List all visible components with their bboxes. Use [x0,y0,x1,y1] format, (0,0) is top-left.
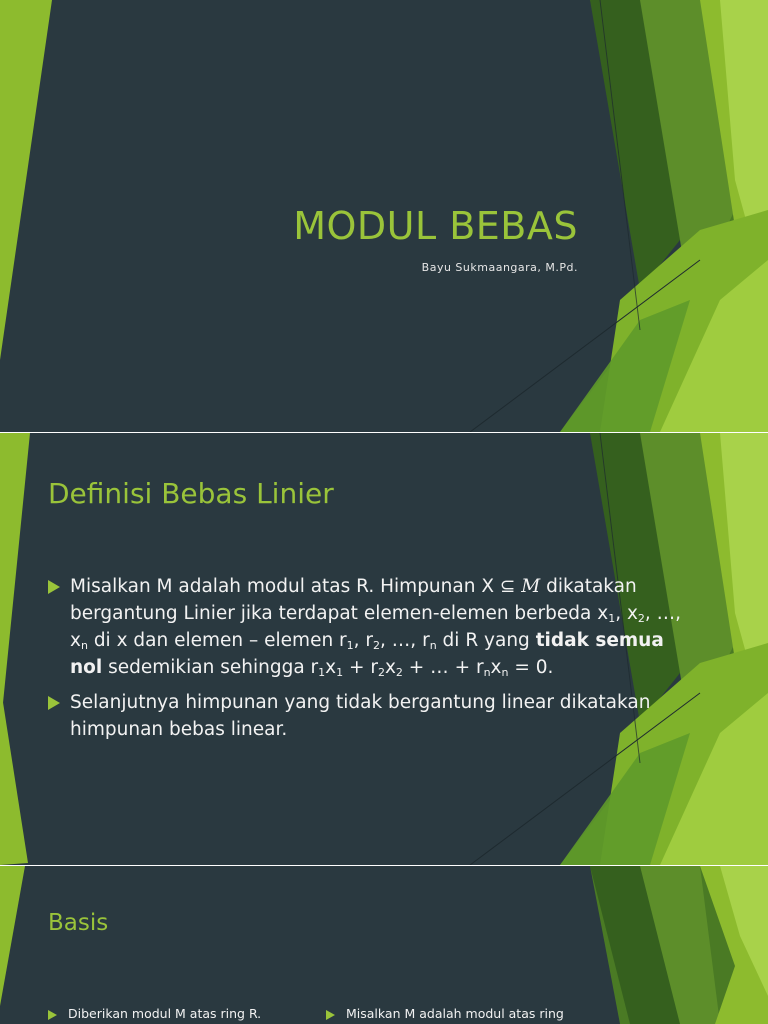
bullet-definition [48,573,688,681]
text-fragment: , …, x [70,603,682,651]
bullet-arrow-icon [48,580,60,594]
subscript: 1 [608,612,616,625]
bullet-text: Diberikan modul M atas ring R. [68,1006,262,1021]
bullet-list [48,573,688,751]
slide-decoration [0,866,768,1024]
bold-text: tidak semua nol [70,630,664,678]
bullet-arrow-icon [48,1010,57,1020]
text-fragment: sedemikian sehingga r [102,657,319,678]
math-symbol: M [521,576,541,597]
subscript: 2 [395,666,403,679]
subscript: 2 [373,639,381,652]
text-fragment: + r [343,657,378,678]
subscript: 1 [318,666,326,679]
text-fragment: x [325,657,337,678]
text-fragment: + … + r [402,657,484,678]
subscript: n [429,639,437,652]
text-fragment: = 0. [508,657,554,678]
subscript: 2 [377,666,385,679]
slide-basis [0,866,768,1024]
slide-heading: Basis [48,910,109,936]
text-fragment: , r [353,630,374,651]
presentation-title: MODUL BEBAS [293,204,578,248]
slide-title [0,0,768,432]
text-fragment: dikatakan bergantung Linier jika terdapat elemen-elemen berbeda x [70,576,637,624]
bullet-arrow-icon [326,1010,335,1020]
text-fragment: , x [615,603,638,624]
text-fragment: di x dan elemen – elemen r [87,630,347,651]
subscript: 1 [336,666,344,679]
bullet-text: Selanjutnya himpunan yang tidak bergantung linear dikatakan himpunan bebas linear. [70,692,651,740]
subscript: n [483,666,491,679]
author-subtitle: Bayu Sukmaangara, M.Pd. [421,261,578,274]
text-fragment: di R yang [436,630,536,651]
subscript: 2 [637,612,645,625]
bullet-text: Misalkan M adalah modul atas ring [346,1006,564,1021]
bullet-independent [48,689,688,743]
subscript: n [80,639,88,652]
subscript: n [501,666,509,679]
slide-heading: Definisi Bebas Linier [48,477,334,510]
bullet-right [326,1006,564,1022]
bullet-left [48,1006,261,1022]
bullet-arrow-icon [48,696,60,710]
text-fragment: Misalkan M adalah modul atas R. Himpunan X ⊆ [70,576,522,597]
text-fragment: x [490,657,502,678]
text-fragment: , …, r [380,630,430,651]
slide-definition [0,433,768,865]
text-fragment: x [384,657,396,678]
subscript: 1 [346,639,354,652]
